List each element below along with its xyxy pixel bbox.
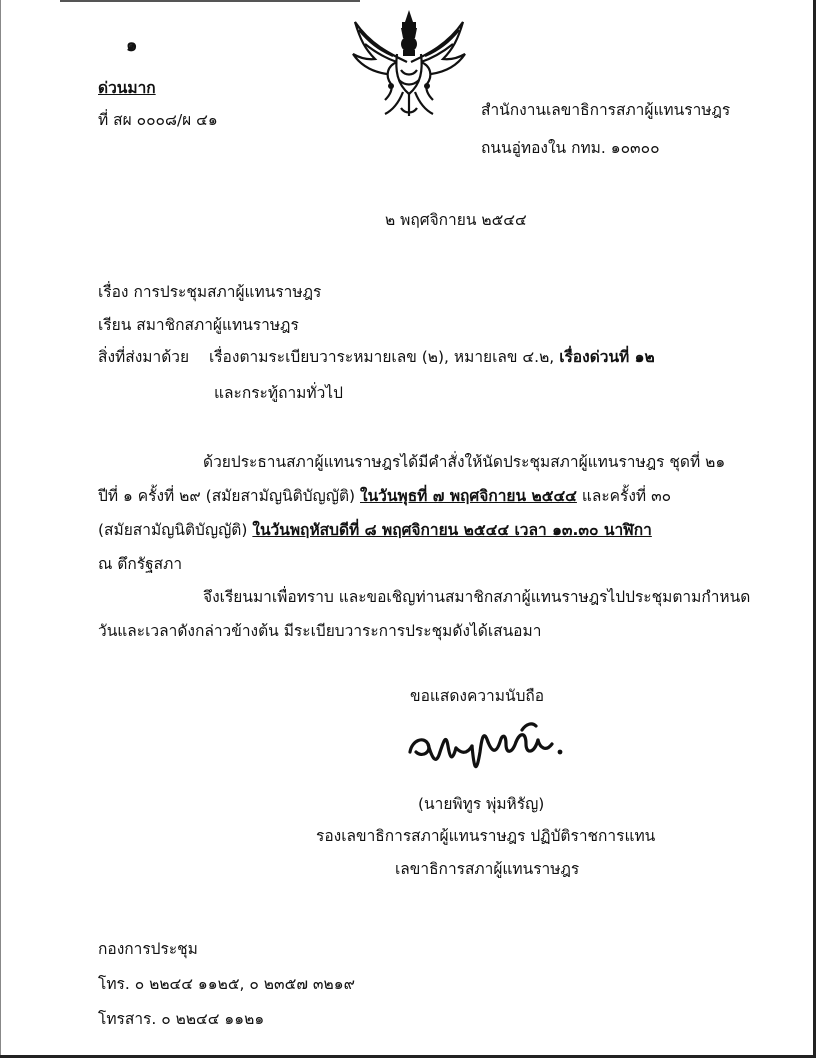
garuda-emblem-icon: [345, 4, 473, 122]
recipient-line: [98, 315, 299, 335]
enclosure-label: สิ่งที่ส่งมาด้วย: [98, 348, 190, 366]
recipient-label: เรียน: [98, 316, 132, 334]
footer-department: กองการประชุม: [98, 940, 198, 958]
session-info-2: และครั้งที่ ๓๐: [581, 487, 672, 505]
urgency-label: ด่วนมาก: [98, 79, 156, 97]
session-info: ปีที่ ๑ ครั้งที่ ๒๙ (สมัยสามัญนิติบัญญัติ): [98, 487, 356, 505]
body-paragraph1-line2: [98, 486, 671, 506]
office-name: สำนักงานเลขาธิการสภาผู้แทนราษฎร: [481, 101, 731, 119]
subject-line: [98, 282, 321, 302]
subject-text: การประชุมสภาผู้แทนราษฎร: [133, 283, 322, 301]
scan-left-edge: [0, 0, 1, 1058]
signatory-position-2: เลขาธิการสภาผู้แทนราษฎร: [395, 860, 580, 878]
subject-label: เรื่อง: [98, 283, 129, 301]
meeting-venue: ณ ตึกรัฐสภา: [98, 555, 183, 573]
enclosure-line2: และกระทู้ถามทั่วไป: [214, 384, 343, 402]
page-number: ๑: [126, 35, 138, 56]
body-paragraph2-line2: วันและเวลาดังกล่าวข้างต้น มีระเบียบวาระการประชุมดังได้เสนอมา: [98, 622, 542, 640]
enclosure-urgent-item: เรื่องด่วนที่ ๑๒: [559, 348, 655, 366]
footer-fax: โทรสาร. ๐ ๒๒๔๔ ๑๑๒๑: [98, 1010, 265, 1028]
scan-top-line: [60, 0, 360, 2]
signatory-position: รองเลขาธิการสภาผู้แทนราษฎร ปฏิบัติราชการแทน: [316, 827, 656, 845]
document-reference: ที่ สผ ๐๐๐๘/ผ ๔๑: [98, 111, 218, 129]
closing-regards: ขอแสดงความนับถือ: [410, 687, 545, 705]
footer-telephone: โทร. ๐ ๒๒๔๔ ๑๑๒๕, ๐ ๒๓๕๗ ๓๒๑๙: [98, 975, 355, 993]
body-paragraph2-line1: จึงเรียนมาเพื่อทราบ และขอเชิญท่านสมาชิกสภาผู้แทนราษฎรไปประชุมตามกำหนด: [203, 588, 751, 606]
enclosure-text: เรื่องตามระเบียบวาระหมายเลข (๒), หมายเลข ๔.๒,: [208, 348, 555, 366]
signatory-name: (นายพิทูร พุ่มหิรัญ): [418, 795, 545, 813]
body-paragraph1-line3: [98, 520, 652, 540]
recipient-text: สมาชิกสภาผู้แทนราษฎร: [136, 316, 299, 334]
meeting-date-2: ในวันพฤหัสบดีที่ ๘ พฤศจิกายน ๒๕๔๔ เวลา ๑๓.๓๐ นาฬิกา: [252, 521, 652, 539]
office-address: ถนนอู่ทองใน กทม. ๑๐๓๐๐: [481, 139, 660, 157]
session-type: (สมัยสามัญนิติบัญญัติ): [98, 521, 248, 539]
meeting-date-1: ในวันพุธที่ ๗ พฤศจิกายน ๒๕๔๔: [360, 487, 577, 505]
enclosure-line: [98, 347, 655, 367]
body-paragraph1-line1: ด้วยประธานสภาผู้แทนราษฎรได้มีคำสั่งให้นัดประชุมสภาผู้แทนราษฎร ชุดที่ ๒๑: [203, 453, 726, 471]
document-date: ๒ พฤศจิกายน ๒๕๔๔: [385, 211, 527, 229]
signature-icon: [402, 712, 582, 782]
